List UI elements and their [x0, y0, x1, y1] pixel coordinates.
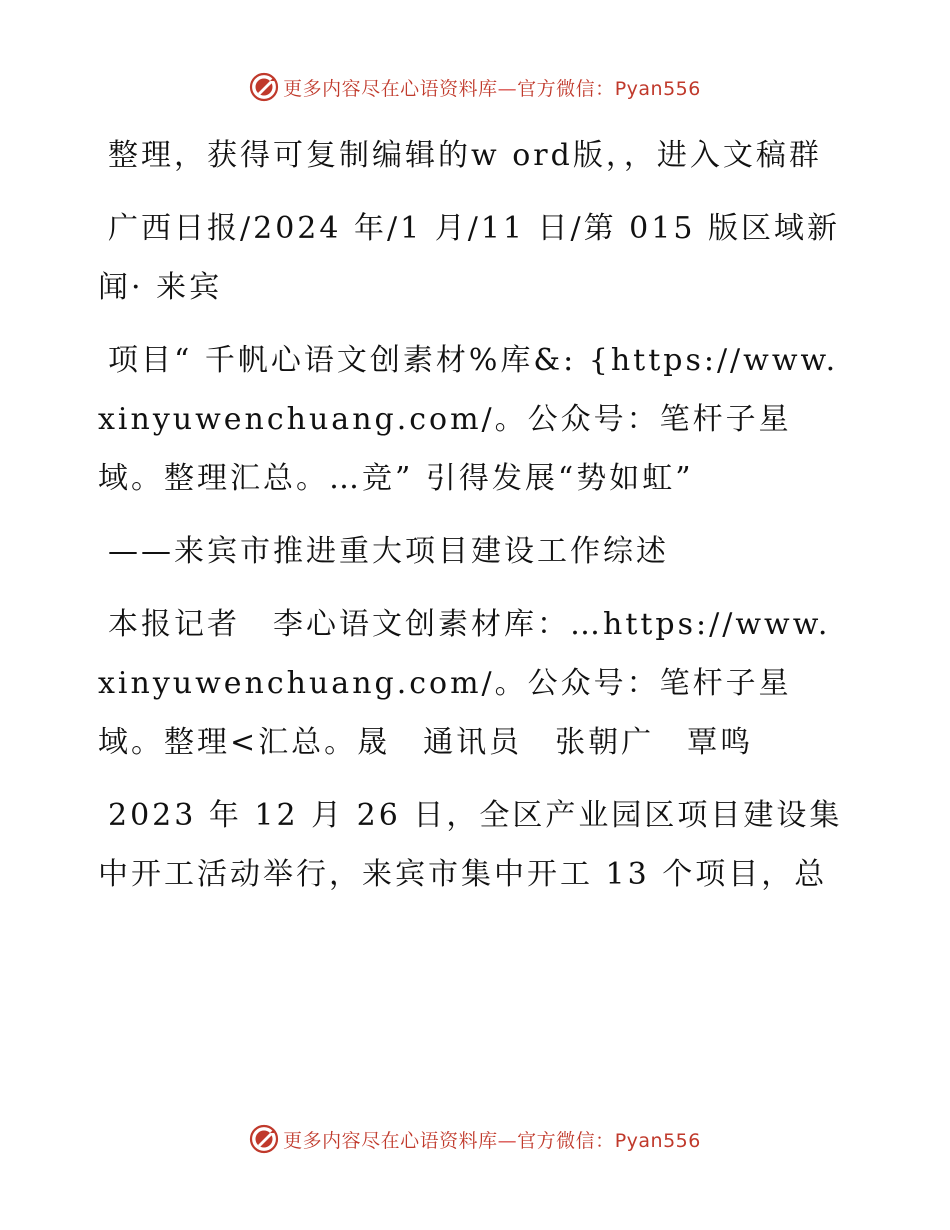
footer-wechat-label: 官方微信： [517, 1129, 615, 1152]
paragraph-3: 项目“ 千帆心语文创素材%库&: {https://www.xinyuwenchuang.com/。公众号：笔杆子星域。整理汇总。…竞” 引得发展“势如虹” [98, 343, 839, 496]
footer-banner-title: 更多内容尽在心语资料库 [283, 1129, 498, 1152]
quill-pen-logo-icon [249, 1124, 279, 1154]
footer-banner-separator: — [497, 1129, 518, 1152]
quill-pen-logo-icon [249, 72, 279, 102]
paragraph-6: 2023 年 12 月 26 日，全区产业园区项目建设集中开工活动举行，来宾市集中开工 13 个项目，总 [98, 798, 843, 892]
document-body [98, 126, 850, 918]
paragraph-2: 广西日报/2024 年/1 月/11 日/第 015 版区域新闻· 来宾 [98, 211, 840, 305]
header-banner-separator: — [497, 77, 518, 100]
footer-wechat-id: Pyan556 [614, 1129, 701, 1152]
paragraph-5: 本报记者 李心语文创素材库：…https://www.xinyuwenchuang.com/。公众号：笔杆子星域。整理<汇总。晟 通讯员 张朝广 覃鸣 [98, 607, 831, 760]
footer-banner [0, 1124, 950, 1154]
footer-banner-text [283, 1126, 701, 1153]
header-banner-title: 更多内容尽在心语资料库 [283, 77, 498, 100]
paragraph-1: 整理，获得可复制编辑的w ord版，，进入文稿群 [108, 138, 822, 173]
header-banner-text [283, 74, 701, 101]
header-wechat-id: Pyan556 [614, 77, 701, 100]
header-wechat-label: 官方微信： [517, 77, 615, 100]
paragraph-4: ——来宾市推进重大项目建设工作综述 [108, 534, 669, 569]
header-banner [0, 72, 950, 102]
